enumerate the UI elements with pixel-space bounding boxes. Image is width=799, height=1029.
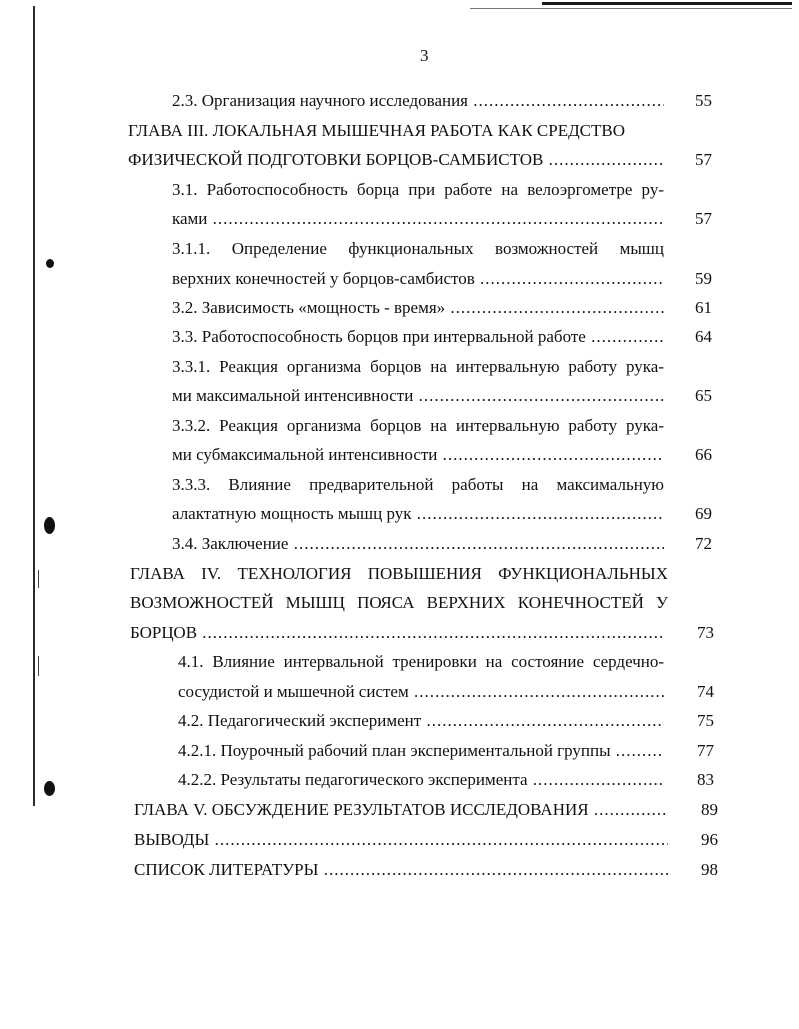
toc-page: 59 [695,269,712,288]
toc-entry: БОРЦОВ ..... [130,618,664,648]
toc-page: 72 [695,534,712,553]
toc-row [0,765,799,795]
toc-row [0,795,799,825]
toc-entry: 3.3.1. Реакция организма борцов на интервальную работу рука- [172,357,664,376]
toc-page: 74 [697,682,714,701]
toc-entry: 4.2.2. Результаты педагогического эксперимента ..... [178,765,664,795]
toc-entry: ГЛАВА IV. ТЕХНОЛОГИЯ ПОВЫШЕНИЯ ФУНКЦИОНАЛЬНЫХ [130,564,668,583]
toc-row [0,736,799,766]
toc-entry: ГЛАВА III. ЛОКАЛЬНАЯ МЫШЕЧНАЯ РАБОТА КАК СРЕДСТВО [128,121,626,140]
toc-page: 77 [697,741,714,760]
toc-row [0,234,799,264]
toc-row [0,706,799,736]
toc-page: 57 [695,209,712,228]
toc-row [0,352,799,382]
toc-entry: сосудистой и мышечной систем ..... [178,677,664,707]
toc-row [0,559,799,589]
toc-entry: 3.1.1. Определение функциональных возможностей мышц [172,239,664,258]
toc-page: 96 [701,830,718,849]
toc-entry: 3.3.2. Реакция организма борцов на интервальную работу рука- [172,416,664,435]
toc-entry: 3.4. Заключение ..... [172,529,664,559]
toc-page: 55 [695,91,712,110]
toc-page: 69 [695,504,712,523]
toc-page: 61 [695,298,712,317]
toc-entry: 4.1. Влияние интервальной тренировки на состояние сердечно- [178,652,664,671]
toc-row [0,470,799,500]
toc-entry: 2.3. Организация научного исследования ..... [172,86,664,116]
toc-row [0,855,799,885]
toc-row [0,116,799,146]
toc-entry: 3.2. Зависимость «мощность - время» ..... [172,293,664,323]
toc-row [0,499,799,529]
toc-entry: верхних конечностей у борцов-самбистов ..... [172,264,664,294]
toc-page: 65 [695,386,712,405]
toc-row [0,264,799,294]
toc-row [0,825,799,855]
toc-row [0,677,799,707]
toc-row [0,322,799,352]
toc-row [0,440,799,470]
scan-top-edge-thin [470,8,792,9]
toc-row [0,618,799,648]
toc-row [0,647,799,677]
toc-entry: 3.3. Работоспособность борцов при интервальной работе ..... [172,322,664,352]
toc-entry: 3.3.3. Влияние предварительной работы на максимальную [172,475,664,494]
toc-entry: ками ..... [172,204,664,234]
toc-page: 66 [695,445,712,464]
toc-entry: 4.2.1. Поурочный рабочий план экспериментальной группы ..... [178,736,664,766]
toc-page: 89 [701,800,718,819]
toc-page: 83 [697,770,714,789]
toc-entry: ВОЗМОЖНОСТЕЙ МЫШЦ ПОЯСА ВЕРХНИХ КОНЕЧНОСТЕЙ У [130,593,668,612]
toc-entry: ми субмаксимальной интенсивности ..... [172,440,664,470]
toc-row [0,204,799,234]
toc-entry: ми максимальной интенсивности ..... [172,381,664,411]
toc-page: 75 [697,711,714,730]
toc-page: 64 [695,327,712,346]
toc-entry: ГЛАВА V. ОБСУЖДЕНИЕ РЕЗУЛЬТАТОВ ИССЛЕДОВАНИЯ ..... [134,795,668,825]
toc-entry: ВЫВОДЫ ..... [134,825,668,855]
toc-row [0,411,799,441]
toc-entry: СПИСОК ЛИТЕРАТУРЫ ..... [134,855,668,885]
toc-row [0,588,799,618]
toc-page: 57 [695,150,712,169]
toc-row [0,529,799,559]
scan-top-edge [542,2,792,5]
toc-entry: ФИЗИЧЕСКОЙ ПОДГОТОВКИ БОРЦОВ-САМБИСТОВ ..... [128,145,664,175]
toc-page: 73 [697,623,714,642]
toc-entry: 3.1. Работоспособность борца при работе на велоэргометре ру- [172,180,664,199]
toc-row [0,145,799,175]
toc-row [0,293,799,323]
toc-row [0,86,799,116]
toc-entry: алактатную мощность мышц рук ..... [172,499,664,529]
toc-entry: 4.2. Педагогический эксперимент ..... [178,706,664,736]
page-number: 3 [420,46,429,65]
toc-row [0,381,799,411]
toc-row [0,175,799,205]
toc-page: 98 [701,860,718,879]
